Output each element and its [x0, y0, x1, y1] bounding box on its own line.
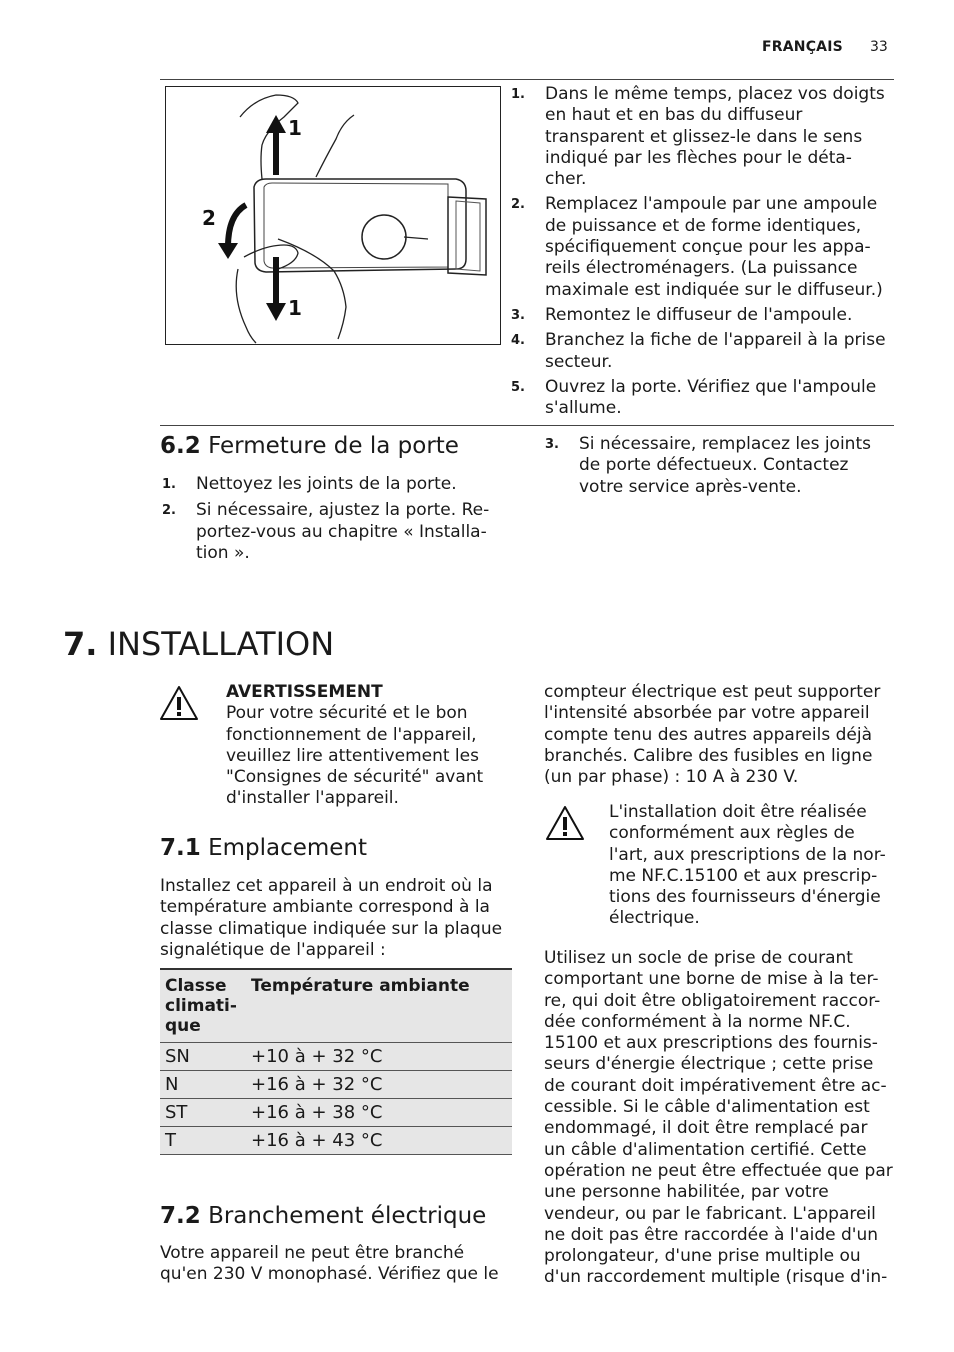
- electrical-para-start: Votre appareil ne peut être branché qu'en 230 V monophasé. Vérifiez que le: [160, 1243, 499, 1285]
- warning-text: Pour votre sécurité et le bon fonctionnement de l'appareil, veuillez lire attentivement les "Consignes de sécurité" avant d'installer l'appareil.: [226, 703, 484, 809]
- figure-label-1-bottom: 1: [288, 296, 302, 320]
- table-row: SN +10 à + 32 °C: [160, 1043, 512, 1071]
- section-7-2-heading: 7.2 Branchement électrique: [160, 1203, 487, 1229]
- list-item: 3. Si nécessaire, remplacez les joints de porte défectueux. Contactez votre service après-vente.: [545, 434, 871, 497]
- figure-label-2: 2: [202, 206, 216, 230]
- table-row: ST +16 à + 38 °C: [160, 1099, 512, 1127]
- section-7-1-heading: 7.1 Emplacement: [160, 835, 368, 861]
- electrical-para-continued: compteur électrique est peut supporter l'intensité absorbée par votre appareil compte tenu des autres appareils déjà branchés. Calibre des fusibles en ligne (un par phase) : 10 A à 230 V.: [544, 682, 881, 788]
- page-number: 33: [870, 39, 888, 55]
- list-item: 4. Branchez la fiche de l'appareil à la prise secteur.: [511, 330, 886, 372]
- table-header: Classe climati-que: [160, 969, 246, 1043]
- list-item: 3. Remontez le diffuseur de l'ampoule.: [511, 304, 853, 325]
- figure-label-1-top: 1: [288, 116, 302, 140]
- warning-icon: [158, 684, 200, 722]
- door-steps-list: [162, 474, 492, 564]
- section-6-2-heading: 6.2 Fermeture de la porte: [160, 433, 459, 459]
- door-steps-list-continued: [545, 434, 897, 498]
- table-row: N +16 à + 32 °C: [160, 1071, 512, 1099]
- climate-class-table: [160, 968, 512, 1155]
- list-item: 1. Nettoyez les joints de la porte.: [162, 474, 457, 494]
- table-header: Température ambiante: [246, 969, 512, 1043]
- electrical-para-2: Utilisez un socle de prise de courant comportant une borne de mise à la ter-re, qui doit être obligatoirement raccor-dée conformément à la norme NF.C. 15100 et aux prescriptions des fournis-seurs d'énergie électrique ; cette prise de courant doit impérativement être ac-cessible. Si le câble d'alimentation est endommagé, il doit être remplacé par un câble d'alimentation certifié. Cette opération ne peut être effectuée que par une personne habilitée, par votre vendeur, ou par le fabricant. L'appareil ne doit pas être raccordée à l'aide d'un prolongateur, d'une prise multiple ou d'un raccordement multiple (risque d'in-: [544, 948, 893, 1288]
- list-item: 1. Dans le même temps, placez vos doigts en haut et en bas du diffuseur transparent et glissez-le dans le sens indiqué par les flèches pour le déta-cher.: [511, 84, 885, 190]
- warning-title: AVERTISSEMENT: [226, 682, 383, 702]
- bulb-steps-list: [511, 84, 887, 419]
- header-language: FRANÇAIS: [762, 39, 843, 55]
- chapter-7-heading: 7. INSTALLATION: [63, 625, 335, 663]
- warning-block: [226, 682, 506, 810]
- header-rule: [160, 79, 894, 80]
- list-item: 2. Remplacez l'ampoule par une ampoule de puissance et de forme identiques, spécifiquement conçue pour les appa-reils électroménagers. (La puissance maximale est indiquée sur le diffuseur.): [511, 194, 883, 300]
- lamp-diffuser-illustration: [165, 86, 501, 345]
- section-rule: [160, 425, 894, 426]
- location-intro: Installez cet appareil à un endroit où la température ambiante correspond à la classe climatique indiquée sur la plaque signalétique de l'appareil :: [160, 876, 503, 960]
- warning-icon: [544, 804, 586, 842]
- diffuser-removal-diagram: [166, 87, 500, 344]
- installation-warning-text: L'installation doit être réalisée conformément aux règles de l'art, aux prescriptions de la nor-me NF.C.15100 et aux prescrip-tions des fournisseurs d'énergie électrique.: [609, 802, 886, 929]
- table-row: T +16 à + 43 °C: [160, 1127, 512, 1155]
- list-item: 5. Ouvrez la porte. Vérifiez que l'ampoule s'allume.: [511, 376, 877, 419]
- list-item: 2. Si nécessaire, ajustez la porte. Re-portez-vous au chapitre « Installa-tion ».: [162, 500, 490, 563]
